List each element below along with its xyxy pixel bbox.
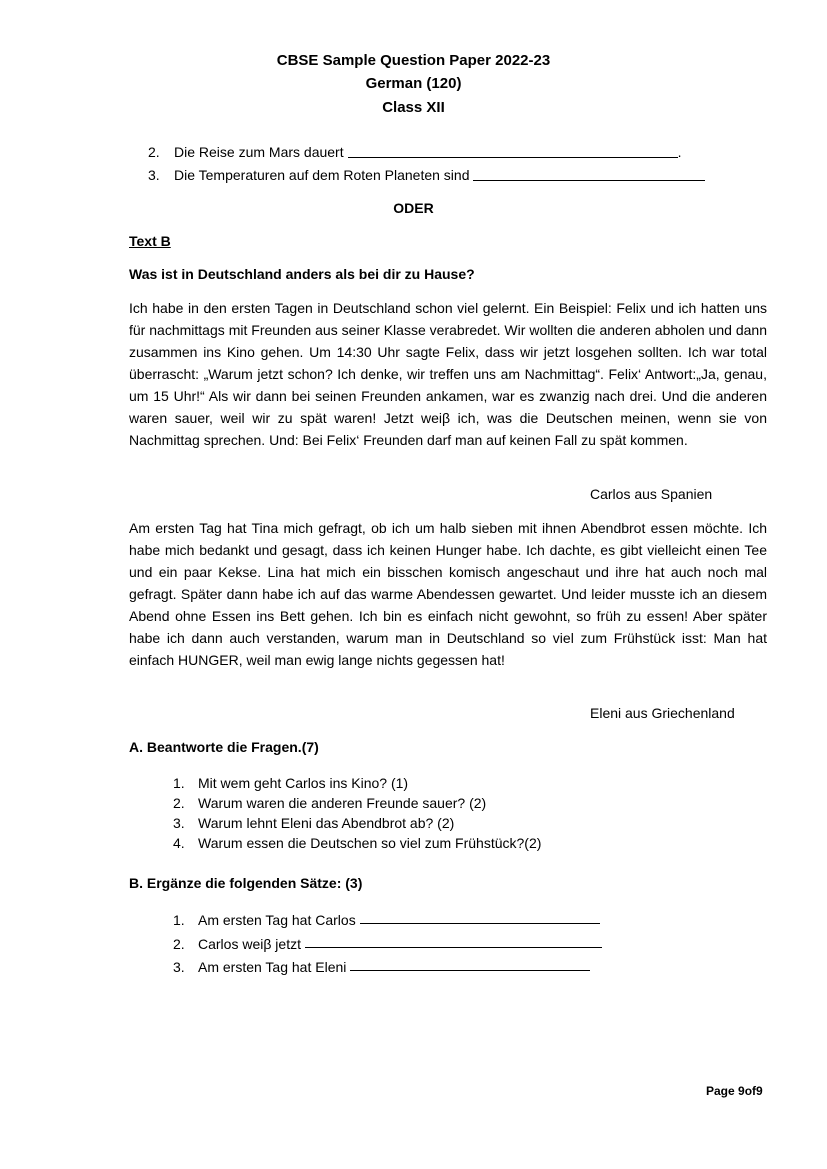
item-text: Die Reise zum Mars dauert	[174, 144, 344, 160]
item-suffix: .	[677, 144, 682, 160]
answer-blank[interactable]	[348, 143, 678, 158]
question-item	[173, 833, 541, 853]
item-text: Am ersten Tag hat Carlos	[198, 912, 356, 928]
item-number: 3.	[148, 167, 160, 183]
item-text: Die Temperaturen auf dem Roten Planeten sind	[174, 167, 470, 183]
signature-carlos: Carlos aus Spanien	[590, 486, 713, 502]
page-number: Page 9of9	[706, 1084, 763, 1098]
item-number: 2.	[173, 795, 185, 811]
prev-item-3	[148, 166, 705, 184]
fill-item	[173, 956, 602, 980]
answer-blank[interactable]	[360, 909, 600, 924]
passage-carlos: Ich habe in den ersten Tagen in Deutschland schon viel gelernt. Ein Beispiel: Felix und ich hatten uns für nachmittags mit Freunden aus seiner Klasse verabredet. Wir wollten die anderen abholen und dann zusammen ins Kino gehen. Um 14:30 Uhr sagte Felix, dass wir jetzt losgehen sollten. Ich war total überrascht: „Warum jetzt schon? Ich denke, wir treffen uns am Nachmittag“. Felix‘ Antwort:„Ja, genau, um 15 Uhr!“ Als wir dann bei seinen Freunden ankamen, war es zwanzig nach drei. Und die anderen waren sauer, weil wir zu spät waren! Jetzt weiβ ich, was die Deutschen meinen, wenn sie von Nachmittag sprechen. Und: Bei Felix‘ Freunden darf man auf keinen Fall zu spät kommen.	[129, 300, 767, 448]
answer-blank[interactable]	[473, 166, 705, 181]
item-text: Warum essen die Deutschen so viel zum Frühstück?(2)	[198, 835, 542, 851]
question-item	[173, 773, 541, 793]
signature-eleni: Eleni aus Griechenland	[590, 705, 735, 721]
fill-item	[173, 909, 602, 933]
answer-blank[interactable]	[350, 956, 590, 971]
item-number: 4.	[173, 835, 185, 851]
paper-class: Class XII	[382, 99, 445, 116]
item-number: 2.	[148, 144, 160, 160]
item-text: Carlos weiβ jetzt	[198, 935, 301, 952]
fill-item	[173, 933, 602, 957]
section-b-list	[173, 909, 602, 980]
answer-blank[interactable]	[305, 933, 602, 948]
question-item	[173, 813, 541, 833]
item-number: 1.	[173, 912, 185, 928]
item-text: Warum lehnt Eleni das Abendbrot ab? (2)	[198, 815, 455, 831]
passage-eleni: Am ersten Tag hat Tina mich gefragt, ob ich um halb sieben mit ihnen Abendbrot essen möchte. Ich habe mich bedankt und gesagt, dass ich keinen Hunger habe. Ich dachte, es gibt vielleicht einen Tee und ein paar Kekse. Lina hat mich ein bisschen komisch angeschaut und ihre hat auch noch mal gefragt. Später dann habe ich auf das warme Abendessen gewartet. Und leider musste ich an diesem Abend ohne Essen ins Bett gehen. Ich bin es einfach nicht gewohnt, so früh zu essen! Aber später habe ich dann auch verstanden, warum man in Deutschland so viel zum Frühstück isst: Man hat einfach HUNGER, weil man ewig lange nichts gegessen hat!	[129, 520, 767, 668]
paper-subject: German (120)	[365, 75, 462, 92]
item-number: 2.	[173, 935, 185, 952]
item-number: 3.	[173, 959, 185, 975]
item-text: Am ersten Tag hat Eleni	[198, 959, 347, 975]
item-number: 1.	[173, 775, 185, 791]
paper-title: CBSE Sample Question Paper 2022-23	[276, 52, 551, 69]
item-text: Warum waren die anderen Freunde sauer? (2)	[198, 795, 487, 811]
section-b-title: B. Ergänze die folgenden Sätze: (3)	[129, 875, 363, 891]
text-question: Was ist in Deutschland anders als bei dir zu Hause?	[129, 266, 475, 282]
item-text: Mit wem geht Carlos ins Kino? (1)	[198, 775, 409, 791]
section-a-list	[173, 773, 541, 853]
question-item	[173, 793, 541, 813]
prev-item-2	[148, 143, 682, 161]
section-a-title: A. Beantworte die Fragen.(7)	[129, 739, 319, 755]
item-number: 3.	[173, 815, 185, 831]
oder-divider: ODER	[393, 200, 434, 216]
text-label: Text B	[129, 233, 171, 249]
